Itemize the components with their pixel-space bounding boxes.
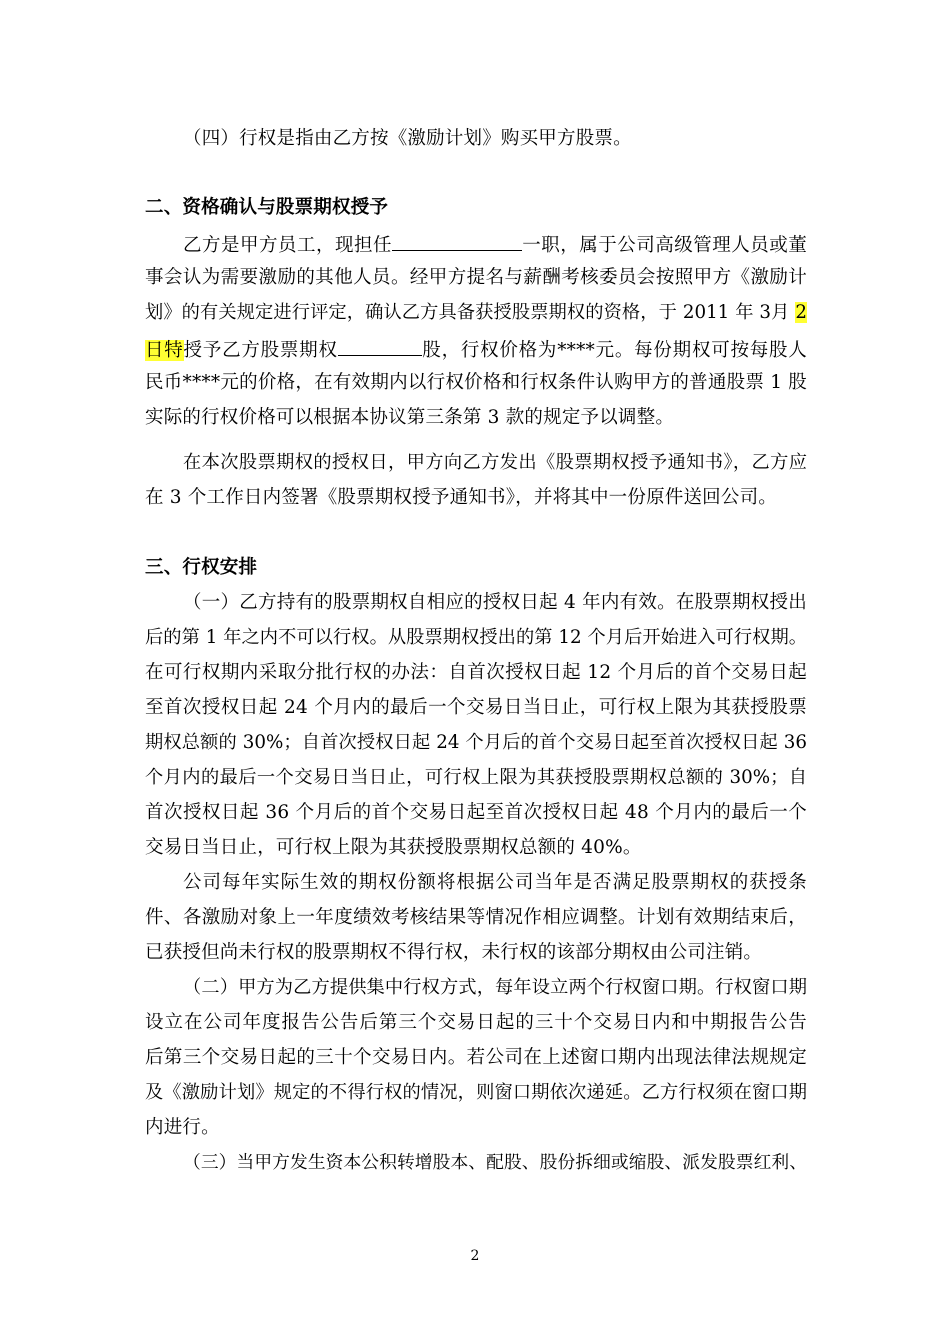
paragraph-line: 首次授权日起 36 个月后的首个交易日起至首次授权日起 48 个月内的最后一个 (145, 802, 807, 823)
paragraph-line: 设立在公司年度报告公告后第三个交易日起的三十个交易日内和中期报告公告 (145, 1012, 807, 1033)
text-span: 一职，属于公司高级管理人员或董 (522, 235, 807, 256)
paragraph-line: （二）甲方为乙方提供集中行权方式，每年设立两个行权窗口期。行权窗口期 (183, 977, 807, 998)
text-span: 授予乙方股票期权 (183, 340, 338, 361)
share-count-blank-field (338, 331, 422, 356)
position-blank-field (392, 226, 522, 251)
paragraph-line: 及《激励计划》规定的不得行权的情况，则窗口期依次递延。乙方行权须在窗口期 (145, 1082, 807, 1103)
highlighted-text: 2 (795, 302, 807, 323)
text-span: 划》的有关规定进行评定，确认乙方具备获授股票期权的资格，于 2011 年 3月 (145, 302, 796, 323)
paragraph-line: 在可行权期内采取分批行权的办法：自首次授权日起 12 个月后的首个交易日起 (145, 662, 807, 683)
paragraph-line: 交易日当日止，可行权上限为其获授股票期权总额的 40%。 (145, 837, 642, 858)
paragraph-line: 在本次股票期权的授权日，甲方向乙方发出《股票期权授予通知书》，乙方应 (183, 452, 807, 473)
paragraph-line: （三）当甲方发生资本公积转增股本、配股、股份拆细或缩股、派发股票红利、 (183, 1153, 807, 1173)
section-two-heading: 二、资格确认与股票期权授予 (145, 197, 389, 218)
page-number: 2 (470, 1248, 480, 1264)
paragraph-line: 件、各激励对象上一年度绩效考核结果等情况作相应调整。计划有效期结束后， (145, 907, 807, 928)
text-span: 股，行权价格为****元。每份期权可按每股人 (421, 340, 807, 361)
text-span: 乙方是甲方员工，现担任 (183, 235, 392, 256)
paragraph-line: 在 3 个工作日内签署《股票期权授予通知书》，并将其中一份原件送回公司。 (145, 487, 777, 508)
item-four-exercise-definition: （四）行权是指由乙方按《激励计划》购买甲方股票。 (183, 128, 632, 149)
paragraph-line: 期权总额的 30%；自首次授权日起 24 个月后的首个交易日起至首次授权日起 36 (145, 732, 807, 753)
paragraph-line: 个月内的最后一个交易日当日止，可行权上限为其获授股票期权总额的 30%；自 (145, 767, 807, 788)
paragraph-line (145, 296, 807, 330)
paragraph-line: 事会认为需要激励的其他人员。经甲方提名与薪酬考核委员会按照甲方《激励计 (145, 267, 807, 288)
paragraph-line: 已获授但尚未行权的股票期权不得行权，未行权的该部分期权由公司注销。 (145, 942, 763, 963)
paragraph-line: 民币****元的价格，在有效期内以行权价格和行权条件认购甲方的普通股票 1 股 (145, 372, 807, 393)
paragraph-line: 内进行。 (145, 1117, 220, 1138)
paragraph-line: 公司每年实际生效的期权份额将根据公司当年是否满足股票期权的获授条 (183, 872, 807, 893)
paragraph-line: （一）乙方持有的股票期权自相应的授权日起 4 年内有效。在股票期权授出 (183, 592, 807, 613)
paragraph-line (145, 331, 807, 365)
paragraph-line: 后的第 1 年之内不可以行权。从股票期权授出的第 12 个月后开始进入可行权期。 (145, 627, 807, 648)
paragraph-line (183, 226, 807, 260)
paragraph-line: 后第三个交易日起的三十个交易日内。若公司在上述窗口期内出现法律法规规定 (145, 1047, 807, 1068)
highlighted-text: 日特 (145, 340, 184, 361)
paragraph-line: 至首次授权日起 24 个月内的最后一个交易日当日止，可行权上限为其获授股票 (145, 697, 807, 718)
section-three-heading: 三、行权安排 (145, 557, 258, 578)
paragraph-line: 实际的行权价格可以根据本协议第三条第 3 款的规定予以调整。 (145, 407, 675, 428)
